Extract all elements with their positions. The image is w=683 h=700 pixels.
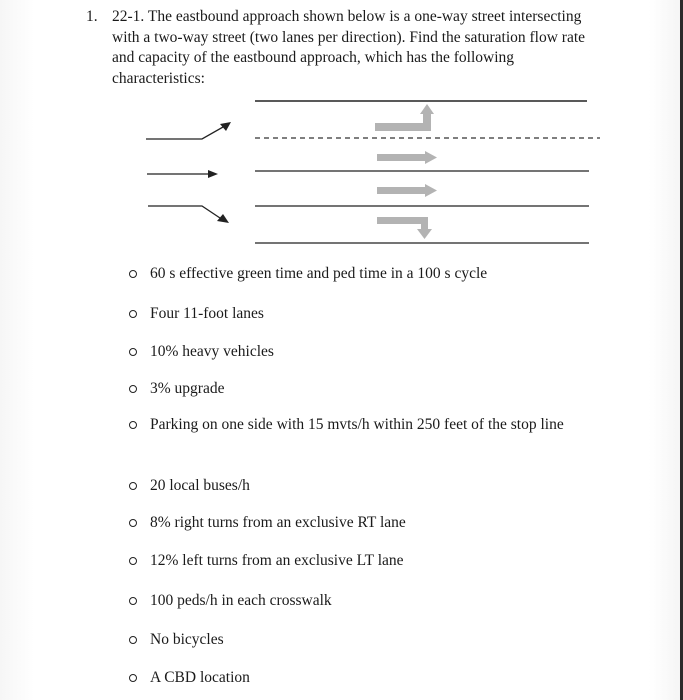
bullet-icon: [129, 636, 137, 644]
problem-number: 1.: [86, 8, 98, 25]
list-item: 12% left turns from an exclusive LT lane: [127, 551, 607, 571]
bullet-icon: [129, 270, 137, 278]
problem-text: 22-1. The eastbound approach shown below is a one-way street intersecting with a two-way street (two lanes per direction). Find the saturation flow rate and capacity of the eastbound approach, which has the following characteristics:: [112, 8, 586, 87]
bullet-icon: [129, 310, 137, 318]
lane-diagram: [140, 92, 600, 257]
bullet-icon: [129, 482, 137, 490]
left-turn-pavement-marking-icon: [375, 104, 434, 131]
bullet-icon: [129, 421, 137, 429]
bullet-icon: [129, 519, 137, 527]
list-item: 60 s effective green time and ped time in a 100 s cycle: [127, 264, 607, 284]
list-item: 20 local buses/h: [127, 476, 607, 496]
bullet-icon: [129, 557, 137, 565]
list-item: Four 11-foot lanes: [127, 304, 607, 324]
list-item: 8% right turns from an exclusive RT lane: [127, 513, 607, 533]
through-movement-arrow-icon: [147, 170, 218, 178]
left-turn-movement-arrow-icon: [146, 122, 231, 139]
through-pavement-marking-icon: [377, 151, 437, 164]
right-turn-pavement-marking-icon: [377, 217, 432, 239]
list-item: 100 peds/h in each crosswalk: [127, 591, 607, 611]
problem-statement: [86, 7, 606, 89]
list-item: No bicycles: [127, 630, 607, 650]
bullet-icon: [129, 674, 137, 682]
bullet-icon: [129, 348, 137, 356]
bullet-icon: [129, 597, 137, 605]
right-turn-movement-arrow-icon: [148, 206, 229, 223]
list-item: Parking on one side with 15 mvts/h within 250 feet of the stop line: [127, 415, 607, 435]
through-pavement-marking-icon: [377, 184, 437, 197]
bullet-icon: [129, 385, 137, 393]
list-item: 10% heavy vehicles: [127, 342, 607, 362]
list-item: 3% upgrade: [127, 379, 607, 399]
list-item: A CBD location: [127, 668, 607, 688]
